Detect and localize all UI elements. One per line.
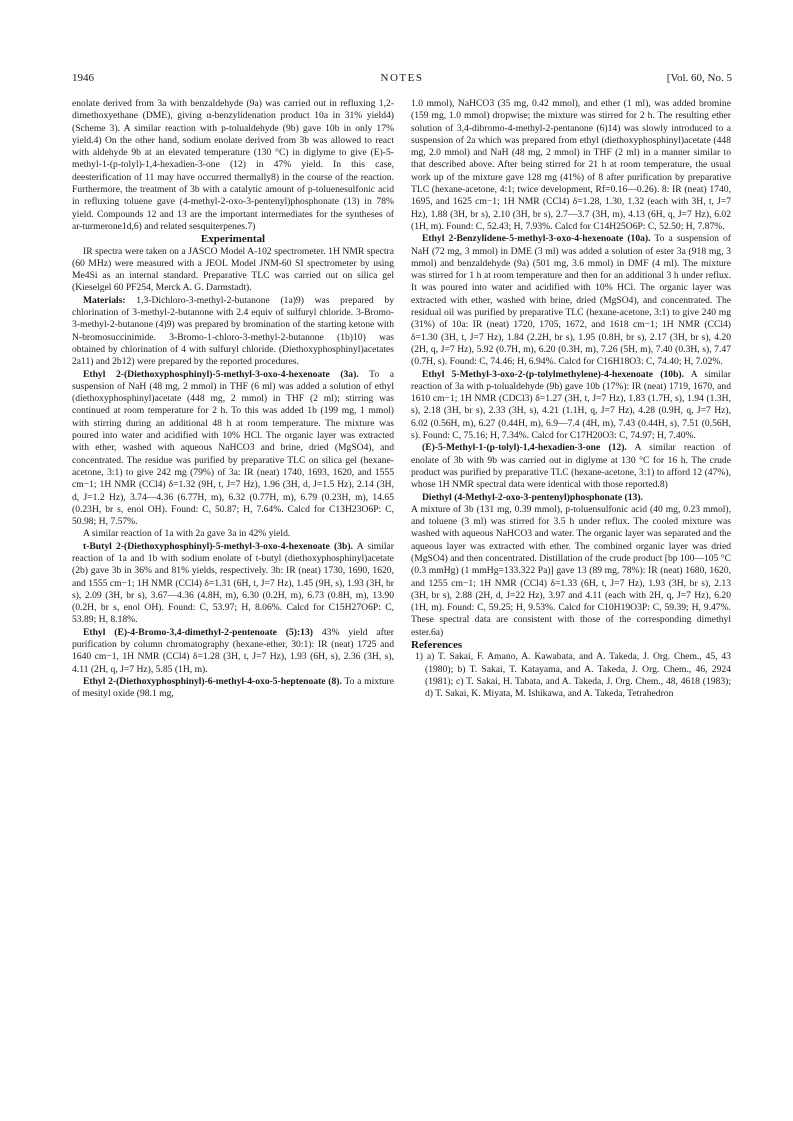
references-heading: References bbox=[411, 639, 463, 652]
ethyl8-title: Ethyl 2-(Diethoxyphosphinyl)-6-methyl-4-oxo-5-heptenoate (8). bbox=[83, 675, 342, 687]
benz10a-text: To a suspension of NaH (72 mg, 3 mmol) in DME (3 ml) was added a solution of ester 3a (918 mg, 3 mmol) and benzaldehyde (9a) (501 mg, 3.6 mmol) in DMF (4 ml). The mixture was stirred for 1 h at room temperature and then for an additional 3 h under reflux. It was poured into water and acidified with 10% HCl. The organic layer was extracted with ether, washed with brine, dried (MgSO4), and concentrated. The residual oil was purified by preparative TLC (hexane-acetone, 3:1) to give 240 mg (31%) of 10a: IR (neat) 1720, 1705, 1672, and 1618 cm−1; 1H NMR (CCl4) δ=1.30 (3H, t, J=7 Hz), 1.84 (2.2H, br s), 1.95 (0.8H, br s), 2.17 (3H, br s), 4.20 (2H, q, J=7 Hz), 5.92 (0.7H, m), 6.20 (0.3H, m), 7.26 (5H, m), 7.40 (0.3H, s), 7.47 (0.7H, s). Found: C, 74.46; H, 6.94%. Calcd for C16H18O3: C, 74.40; H, 7.02%. bbox=[411, 233, 731, 368]
left-column bbox=[72, 98, 394, 701]
bromo5-paragraph bbox=[72, 627, 394, 676]
benz10a-paragraph bbox=[411, 233, 731, 368]
ethyl8-paragraph bbox=[72, 676, 394, 701]
tbutyl-paragraph bbox=[72, 541, 394, 627]
hexadien12-text: A similar reaction of enolate of 3b with 9b was carried out in diglyme at 130 °C for 16 h. The crude product was purified by preparative TLC (hexane-acetone, 3:1) to afford 12 (47%), whose 1H NMR spectral data were identical with those reported.8) bbox=[411, 442, 731, 491]
experimental-heading: Experimental bbox=[200, 233, 266, 246]
tolyl10b-text: A similar reaction of 3a with p-tolualdehyde (9b) gave 10b (17%): IR (neat) 1719, 1670, and 1610 cm−1; 1H NMR (CDCl3) δ=1.27 (3H, t, J=7 Hz), 1.83 (1.7H, s), 1.94 (1.3H, s), 2.18 (3H, br s), 2.33 (3H, s), 4.21 (1.1H, q, J=7 Hz), 4.28 (0.9H, q, J=7 Hz), 6.02 (0.56H, m), 6.27 (0.44H, m), 6.9—7.4 (4H, m), 7.43 (0.44H, s), 7.51 (0.56H, s). Found: C, 75.16; H, 7.34%. Calcd for C17H20O3: C, 74.97; H, 7.40%. bbox=[411, 368, 731, 442]
volume-info: [Vol. 60, No. 5 bbox=[666, 72, 732, 84]
hexadien12-paragraph bbox=[411, 442, 731, 491]
page-number: 1946 bbox=[72, 72, 94, 84]
reference-1: 1) a) T. Sakai, F. Amano, A. Kawabata, and A. Takeda, J. Org. Chem., 45, 43 (1980); b) T. Sakai, T. Katayama, and A. Takeda, J. Org. Chem., 46, 2924 (1981); c) T. Sakai, H. Tabata, and A. Takeda, J. Org. Chem., 48, 4618 (1983); d) T. Sakai, K. Miyata, M. Ishikawa, and A. Takeda, Tetrahedron bbox=[415, 651, 731, 700]
bromo5-title: Ethyl (E)-4-Bromo-3,4-dimethyl-2-pentenoate (5):13) bbox=[83, 626, 313, 638]
ethyl8-text: To a mixture of mesityl oxide (98.1 mg, bbox=[72, 675, 394, 700]
ethyl-3a-text: To a suspension of NaH (48 mg, 2 mmol) in THF (6 ml) was added a solution of ethyl (diethoxyphosphinyl)acetate (448 mg, 2 mmol) in THF (2 ml); stirring was continued at room temperature for 2 h. To this was added 1b (199 mg, 1 mmol) with stirring during an additional 48 h at room temperature. The mixture was poured into water and acidified with 10% HCl. The organic layer was extracted with ether, washed with aqueous NaHCO3 and brine, dried (MgSO4), and concentrated. The residue was purified by preparative TLC on silica gel (hexane-acetone, 3:1) to give 242 mg (79%) of 3a: IR (neat) 1740, 1693, 1620, and 1555 cm−1; 1H NMR (CCl4) δ=1.32 (9H, t, J=7 Hz), 1.96 (3H, d, J=1.5 Hz), 2.14 (3H, d, J=1.2 Hz), 3.74—4.36 (6.77H, m), 6.32 (0.77H, m), 6.79 (0.23H, m), 14.65 (0.23H, br s, enol OH). Found: C, 50.87; H, 7.64%. Calcd for C13H23O6P: C, 50.98; H, 7.57%. bbox=[72, 368, 394, 528]
running-header bbox=[72, 72, 732, 86]
benz10a-title: Ethyl 2-Benzylidene-5-methyl-3-oxo-4-hexenoate (10a). bbox=[422, 233, 651, 245]
phos13-title: Diethyl (4-Methyl-2-oxo-3-pentenyl)phosphonate (13). bbox=[422, 491, 643, 503]
tbutyl-title: t-Butyl 2-(Diethoxyphosphinyl)-5-methyl-3-oxo-4-hexenoate (3b). bbox=[83, 540, 353, 552]
tolyl10b-title: Ethyl 5-Methyl-3-oxo-2-(p-tolylmethylene)-4-hexenoate (10b). bbox=[422, 368, 684, 380]
right-column bbox=[411, 98, 731, 701]
ir-paragraph: IR spectra were taken on a JASCO Model A-102 spectrometer. 1H NMR spectra (60 MHz) were measured with a JEOL Model JNM-60 SI spectrometer by using Me4Si as an internal standard. Preparative TLC was carried out on silica gel (Kieselgel 60 PF254, Merck A. G. Darmstadt). bbox=[72, 245, 394, 294]
intro-paragraph: enolate derived from 3a with benzaldehyde (9a) was carried out in refluxing 1,2-dimethoxyethane (DME), giving α-benzylidenation product 10a in 31% yield4) (Scheme 3). A similar reaction with p-tolualdehyde (9b) gave 10b in only 17% yield.4) On the other hand, sodium enolate derived from 3b was allowed to react with aldehyde 9b at an elevated temperature (130 °C) in diglyme to give (E)-5-methyl-1-(p-tolyl)-1,4-hexadien-3-one (12) in 47% yield. In this case, deesterification of 11 may have occurred thermally8) in the course of the reaction. Furthermore, the treatment of 3b with a catalytic amount of p-toluenesulfonic acid in refluxing toluene gave (4-methyl-2-oxo-3-pentenyl)phosphonate (13) in 78% yield. Compounds 12 and 13 are the important intermediates for the syntheses of ar-turmerone1d,6) and related sesquiterpenes.7) bbox=[72, 98, 394, 232]
ethyl-3a-title: Ethyl 2-(Diethoxyphosphinyl)-5-methyl-3-oxo-4-hexenoate (3a). bbox=[83, 368, 359, 380]
similar-3a-paragraph: A similar reaction of 1a with 2a gave 3a in 42% yield. bbox=[83, 528, 291, 540]
phos13-paragraph: A mixture of 3b (131 mg, 0.39 mmol), p-toluensulfonic acid (40 mg, 0.23 mmol), and toluene (3 ml) was stirred for 3.5 h under reflux. The cooled mixture was washed with aqueous NaHCO3 and water. The organic layer was separated and the aqueous layer was extracted with ether. The combined organic layer was dried (MgSO4) and then concentrated. Distillation of the crude product [bp 100—105 °C (0.3 mmHg) (1 mmHg=133.322 Pa)] gave 13 (89 mg, 78%): IR (neat) 1680, 1620, and 1255 cm−1; 1H NMR (CCl4) δ=1.33 (6H, t, J=7 Hz), 1.93 (3H, br s), 2.13 (3H, br s), 2.88 (2H, d, J=22 Hz), 3.97 and 4.11 (each with 2H, q, J=7 Hz), 6.20 (1H, m). Found: C, 59.25; H, 9.53%. Calcd for C10H19O3P: C, 59.39; H, 9.47%. These spectral data are consistent with those of the corresponding dimethyl ester.6a) bbox=[411, 503, 731, 638]
section-title: NOTES bbox=[380, 72, 424, 84]
ethyl8-continued: 1.0 mmol), NaHCO3 (35 mg, 0.42 mmol), and ether (1 ml), was added bromine (159 mg, 1.0 mmol) dropwise; the mixture was stirred for 2 h. The resulting ether solution of 3,4-dibromo-4-methyl-2-pentanone (6)14) was slowly introduced to a suspension of 2a which was prepared from ethyl (diethoxyphosphinyl)acetate (448 mg, 2.0 mmol) and NaH (48 mg, 2 mmol) in THF (2 ml) in a manner similar to that described above. After being stirred for 21 h at room temperature, the usual work up of the mixture gave 128 mg (41%) of 8 after purification by preparative TLC (hexane-acetone, 4:1; twice development, Rf=0.16—0.26). 8: IR (neat) 1740, 1695, and 1625 cm−1; 1H NMR (CCl4) δ=1.28, 1.30, 1.32 (each with 3H, t, J=7 Hz), 1.88 (3H, br s), 2.10 (3H, br s), 2.7—3.7 (3H, m), 4.13 (6H, q, J=7 Hz), 6.02 (1H, m). Found: C, 52.43; H, 7.93%. Calcd for C14H25O6P: C, 52.50; H, 7.87%. bbox=[411, 98, 731, 232]
materials-text: 1,3-Dichloro-3-methyl-2-butanone (1a)9) was prepared by chlorination of 3-methyl-2-butanone with 2.4 equiv of sulfuryl chloride. 3-Bromo-3-methyl-2-butanone (4)9) was prepared by bromination of the starting ketone with N-bromosuccinimide. 3-Bromo-1-chloro-3-methyl-2-butanone (1b)10) was obtained by chlorination of 4 with sulfuryl chloride. (Diethoxyphosphinyl)acetates 2a11) and 2b12) were prepared by the reported procedures. bbox=[72, 294, 394, 368]
bromo5-text: 43% yield after purification by column chromatography (hexane-ether, 30:1): IR (neat) 1725 and 1640 cm−1, 1H NMR (CCl4) δ=1.28 (3H, t, J=7 Hz), 1.93 (6H, s), 2.36 (3H, s), 4.11 (2H, q, J=7 Hz), 5.85 (1H, m). bbox=[72, 626, 394, 675]
tolyl10b-paragraph bbox=[411, 369, 731, 443]
materials-paragraph bbox=[72, 295, 394, 369]
ethyl-3a-paragraph bbox=[72, 369, 394, 529]
materials-title: Materials: bbox=[83, 294, 126, 306]
phos13-heading bbox=[411, 492, 731, 504]
tbutyl-text: A similar reaction of 1a and 1b with sodium enolate of t-butyl (diethoxyphosphinyl)acetate (2b) gave 3b in 36% and 81% yields, respectively. 3b: IR (neat) 1730, 1690, 1620, and 1555 cm−1; 1H NMR (CCl4) δ=1.31 (6H, t, J=7 Hz), 1.45 (9H, s), 1.93 (3H, br s), 2.09 (3H, br s), 3.67—4.36 (4.8H, m), 6.30 (0.2H, m), 6.73 (0.8H, m), 13.90 (0.2H, br s, enol OH). Found: C, 53.97; H, 8.06%. Calcd for C15H27O6P: C, 53.89; H, 8.18%. bbox=[72, 540, 394, 626]
hexadien12-title: (E)-5-Methyl-1-(p-tolyl)-1,4-hexadien-3-one (12). bbox=[422, 442, 627, 454]
